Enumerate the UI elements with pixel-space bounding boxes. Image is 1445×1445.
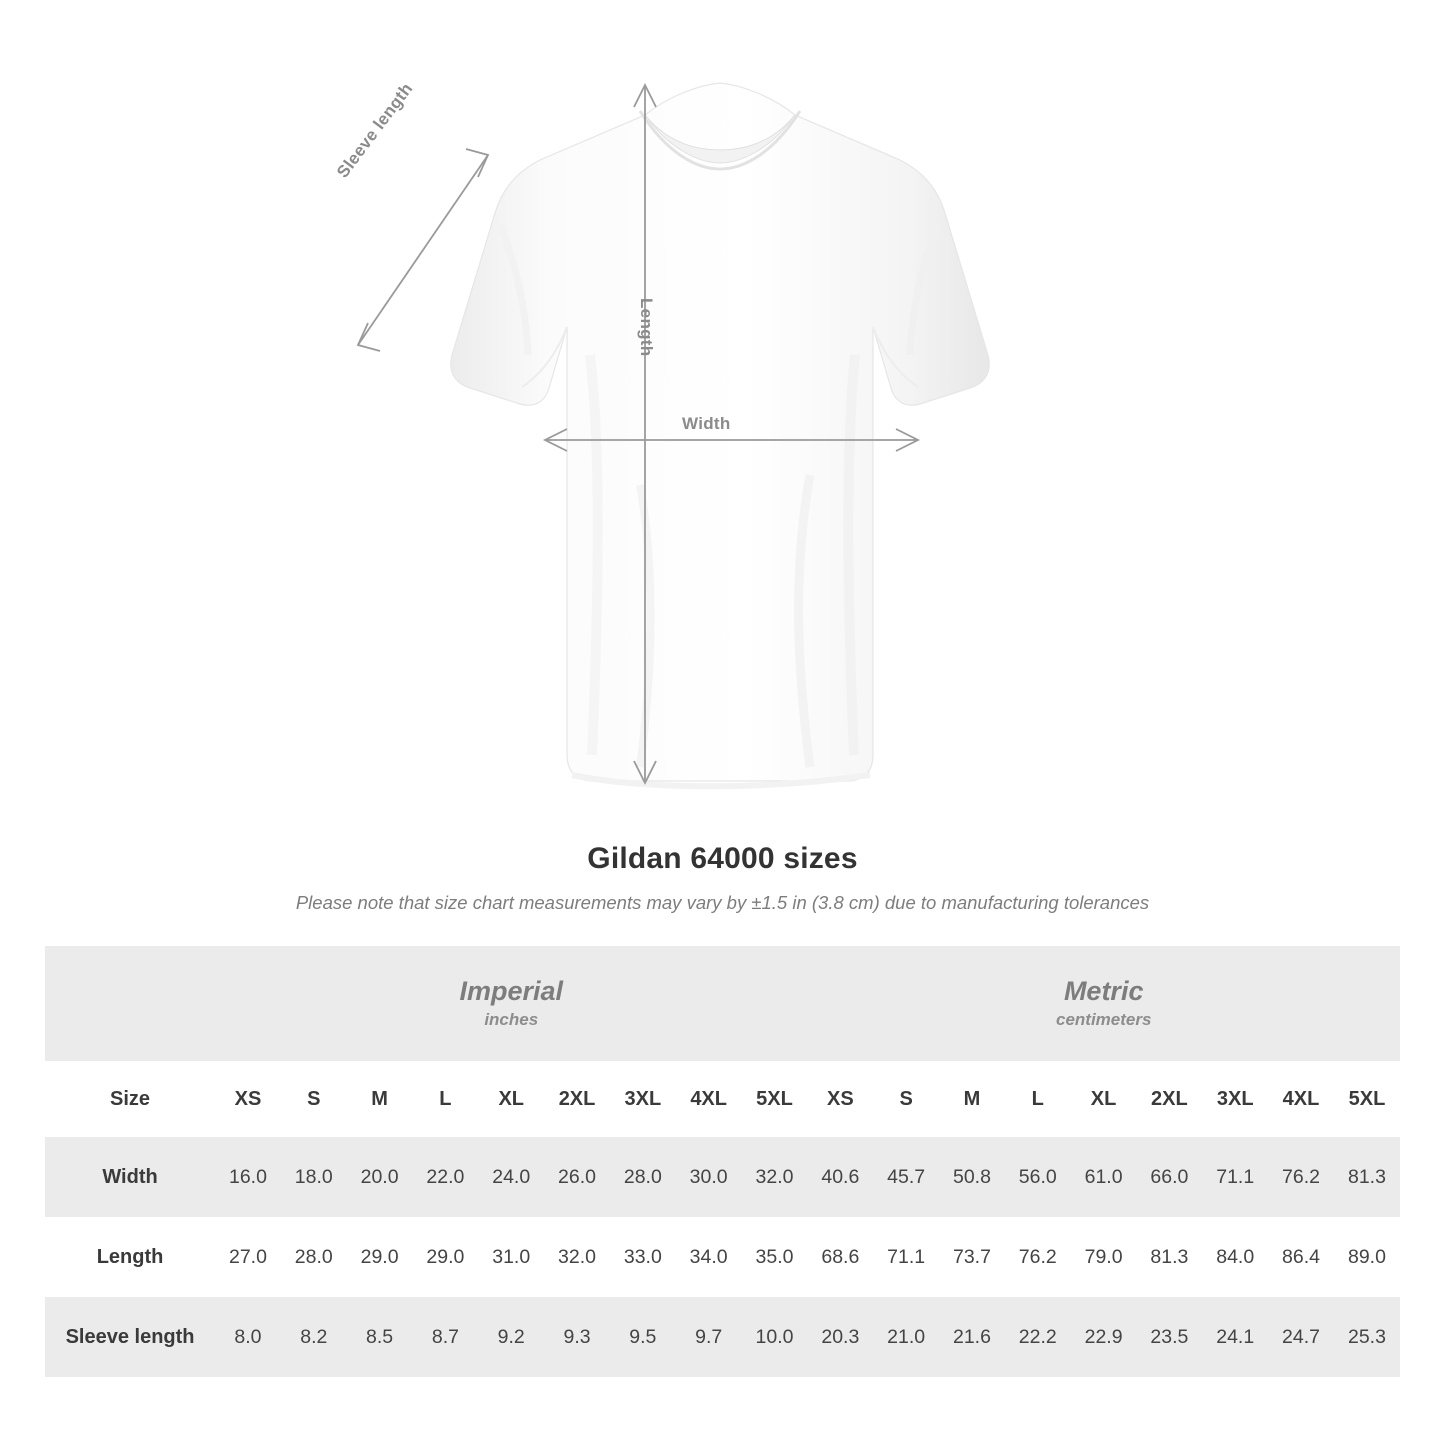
size-header-3xl-metric: 3XL	[1202, 1061, 1268, 1137]
size-header-m-metric: M	[939, 1061, 1005, 1137]
width-label: Width	[682, 414, 731, 433]
size-header-l-imperial: L	[413, 1061, 479, 1137]
size-header-xl-imperial: XL	[478, 1061, 544, 1137]
sleeve-3xl-cm: 24.1	[1202, 1297, 1268, 1377]
sleeve-s-in: 8.2	[281, 1297, 347, 1377]
row-label-length: Length	[45, 1217, 215, 1297]
size-header-l-metric: L	[1005, 1061, 1071, 1137]
sleeve-5xl-in: 10.0	[742, 1297, 808, 1377]
width-4xl-in: 30.0	[676, 1137, 742, 1217]
length-xl-in: 31.0	[478, 1217, 544, 1297]
sleeve-xl-cm: 22.9	[1071, 1297, 1137, 1377]
width-xl-in: 24.0	[478, 1137, 544, 1217]
size-header-2xl-metric: 2XL	[1136, 1061, 1202, 1137]
table-row-width	[45, 1137, 1400, 1217]
sleeve-l-cm: 22.2	[1005, 1297, 1071, 1377]
width-l-in: 22.0	[413, 1137, 479, 1217]
page-title: Gildan 64000 sizes	[587, 842, 858, 875]
width-m-cm: 50.8	[939, 1137, 1005, 1217]
tshirt-svg	[340, 55, 1100, 815]
size-table-wrapper	[45, 946, 1400, 1377]
size-header-s-metric: S	[873, 1061, 939, 1137]
size-header-2xl-imperial: 2XL	[544, 1061, 610, 1137]
sleeve-2xl-cm: 23.5	[1136, 1297, 1202, 1377]
size-header-xs-imperial: XS	[215, 1061, 281, 1137]
length-4xl-in: 34.0	[676, 1217, 742, 1297]
unit-header-row	[45, 946, 1400, 1061]
width-xs-in: 16.0	[215, 1137, 281, 1217]
unit-sub-imperial: inches	[484, 1010, 539, 1030]
width-4xl-cm: 76.2	[1268, 1137, 1334, 1217]
sleeve-4xl-in: 9.7	[676, 1297, 742, 1377]
size-header-xs-metric: XS	[807, 1061, 873, 1137]
sleeve-4xl-cm: 24.7	[1268, 1297, 1334, 1377]
length-5xl-in: 35.0	[742, 1217, 808, 1297]
size-header-m-imperial: M	[347, 1061, 413, 1137]
size-row-label: Size	[45, 1061, 215, 1137]
sleeve-length-label: Sleeve length	[333, 79, 417, 182]
width-xl-cm: 61.0	[1071, 1137, 1137, 1217]
sleeve-l-in: 8.7	[413, 1297, 479, 1377]
table-row-length	[45, 1217, 1400, 1297]
width-xs-cm: 40.6	[807, 1137, 873, 1217]
length-s-cm: 71.1	[873, 1217, 939, 1297]
size-header-row	[45, 1061, 1400, 1137]
size-header-5xl-metric: 5XL	[1334, 1061, 1400, 1137]
size-header-s-imperial: S	[281, 1061, 347, 1137]
width-3xl-cm: 71.1	[1202, 1137, 1268, 1217]
sleeve-2xl-in: 9.3	[544, 1297, 610, 1377]
sleeve-3xl-in: 9.5	[610, 1297, 676, 1377]
unit-header-imperial	[215, 946, 807, 1061]
length-l-in: 29.0	[413, 1217, 479, 1297]
tolerance-note: Please note that size chart measurements may vary by ±1.5 in (3.8 cm) due to manufacturing tolerances	[295, 892, 1150, 913]
sleeve-xs-cm: 20.3	[807, 1297, 873, 1377]
unit-name-imperial: Imperial	[459, 975, 564, 1006]
sleeve-xl-in: 9.2	[478, 1297, 544, 1377]
width-l-cm: 56.0	[1005, 1137, 1071, 1217]
size-header-4xl-metric: 4XL	[1268, 1061, 1334, 1137]
length-3xl-cm: 84.0	[1202, 1217, 1268, 1297]
length-xs-in: 27.0	[215, 1217, 281, 1297]
width-2xl-cm: 66.0	[1136, 1137, 1202, 1217]
sleeve-s-cm: 21.0	[873, 1297, 939, 1377]
length-5xl-cm: 89.0	[1334, 1217, 1400, 1297]
unit-header-spacer	[45, 946, 215, 1061]
length-2xl-in: 32.0	[544, 1217, 610, 1297]
size-header-3xl-imperial: 3XL	[610, 1061, 676, 1137]
unit-sub-metric: centimeters	[1055, 1010, 1152, 1030]
width-m-in: 20.0	[347, 1137, 413, 1217]
length-xs-cm: 68.6	[807, 1217, 873, 1297]
length-xl-cm: 79.0	[1071, 1217, 1137, 1297]
length-label: Length	[637, 298, 656, 357]
sleeve-m-in: 8.5	[347, 1297, 413, 1377]
sleeve-5xl-cm: 25.3	[1334, 1297, 1400, 1377]
heading-block	[0, 842, 1445, 914]
width-s-cm: 45.7	[873, 1137, 939, 1217]
sleeve-m-cm: 21.6	[939, 1297, 1005, 1377]
size-chart-table	[45, 946, 1400, 1377]
length-4xl-cm: 86.4	[1268, 1217, 1334, 1297]
width-2xl-in: 26.0	[544, 1137, 610, 1217]
sleeve-xs-in: 8.0	[215, 1297, 281, 1377]
size-header-xl-metric: XL	[1071, 1061, 1137, 1137]
width-3xl-in: 28.0	[610, 1137, 676, 1217]
unit-name-metric: Metric	[1063, 975, 1144, 1006]
row-label-sleeve-length: Sleeve length	[45, 1297, 215, 1377]
size-header-5xl-imperial: 5XL	[742, 1061, 808, 1137]
length-l-cm: 76.2	[1005, 1217, 1071, 1297]
length-s-in: 28.0	[281, 1217, 347, 1297]
width-5xl-in: 32.0	[742, 1137, 808, 1217]
length-m-in: 29.0	[347, 1217, 413, 1297]
length-m-cm: 73.7	[939, 1217, 1005, 1297]
row-label-width: Width	[45, 1137, 215, 1217]
width-s-in: 18.0	[281, 1137, 347, 1217]
unit-header-metric	[807, 946, 1400, 1061]
width-5xl-cm: 81.3	[1334, 1137, 1400, 1217]
table-row-sleeve-length	[45, 1297, 1400, 1377]
length-2xl-cm: 81.3	[1136, 1217, 1202, 1297]
length-3xl-in: 33.0	[610, 1217, 676, 1297]
size-header-4xl-imperial: 4XL	[676, 1061, 742, 1137]
